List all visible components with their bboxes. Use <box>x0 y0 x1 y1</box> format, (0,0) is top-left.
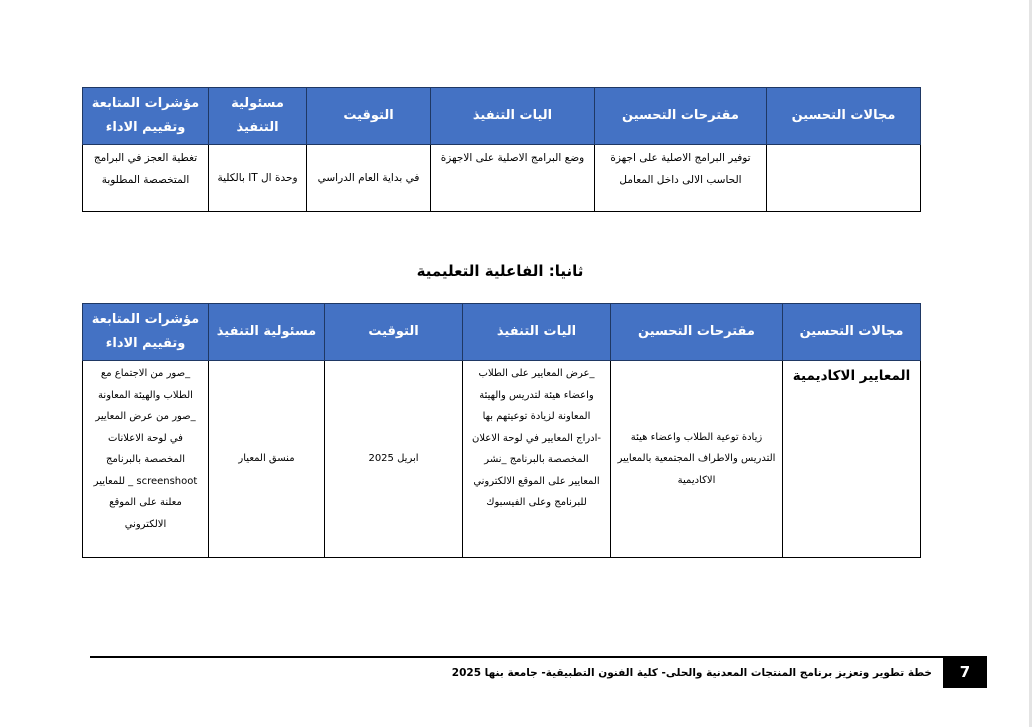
cell-improvement-proposal: زيادة توعية الطلاب واعضاء هيئة التدريس والاطراف المجتمعية بالمعايير الاكاديمية <box>611 361 783 558</box>
table-header-row <box>83 304 921 361</box>
footer-title: خطة تطوير وتعزيز برنامج المنتجات المعدنية والحلى- كلية الفنون التطبيقية- جامعة بنها 2025 <box>451 667 932 679</box>
header-improvement-areas: مجالات التحسين <box>767 88 921 145</box>
header-timing: التوقيت <box>325 304 463 361</box>
cell-improvement-area: المعايير الاكاديمية <box>783 361 921 558</box>
cell-responsibility: منسق المعيار <box>209 361 325 558</box>
header-indicators: مؤشرات المتابعة وتقييم الاداء <box>83 304 209 361</box>
header-improvement-proposals: مقترحات التحسين <box>611 304 783 361</box>
footer-divider <box>90 656 986 658</box>
table-row <box>83 145 921 212</box>
cell-indicators: تغطية العجز في البرامج المتخصصة المطلوبة <box>83 145 209 212</box>
cell-timing: ابريل 2025 <box>325 361 463 558</box>
header-improvement-areas: مجالات التحسين <box>783 304 921 361</box>
header-responsibility: مسئولية التنفيذ <box>209 304 325 361</box>
cell-improvement-area <box>767 145 921 212</box>
cell-implementation-mechanism: _عرض المعايير على الطلاب واعضاء هيئة لتدريس والهيئة المعاونة لزيادة توعيتهم بها -ادراج المعايير في لوحة الاعلان المخصصة بالبرنامج _نشر المعايير على الموقع الالكتروني للبرنامج وعلى الفيسبوك <box>463 361 611 558</box>
improvement-plan-table-1 <box>82 87 921 212</box>
table-header-row <box>83 88 921 145</box>
header-indicators: مؤشرات المتابعة وتقييم الاداء <box>83 88 209 145</box>
header-implementation-mechanisms: اليات التنفيذ <box>431 88 595 145</box>
header-improvement-proposals: مقترحات التحسين <box>595 88 767 145</box>
cell-indicators: _صور من الاجتماع مع الطلاب والهيئة المعاونة _صور من عرض المعايير في لوحة الاعلانات المخصصة بالبرنامج screenshoot _ للمعايير معلنة على الموقع الالكتروني <box>83 361 209 558</box>
cell-implementation-mechanism: وضع البرامج الاصلية على الاجهزة <box>431 145 595 212</box>
header-responsibility: مسئولية التنفيذ <box>209 88 307 145</box>
page-number: 7 <box>943 656 987 688</box>
table-row <box>83 361 921 558</box>
section-heading: ثانيا: الفاعلية التعليمية <box>416 262 584 280</box>
header-implementation-mechanisms: اليات التنفيذ <box>463 304 611 361</box>
cell-improvement-proposal: توفير البرامج الاصلية على اجهزة الحاسب الالى داخل المعامل <box>595 145 767 212</box>
header-timing: التوقيت <box>307 88 431 145</box>
improvement-plan-table-2 <box>82 303 921 558</box>
cell-timing: في بداية العام الدراسي <box>307 145 431 212</box>
cell-responsibility: وحدة ال IT بالكلية <box>209 145 307 212</box>
